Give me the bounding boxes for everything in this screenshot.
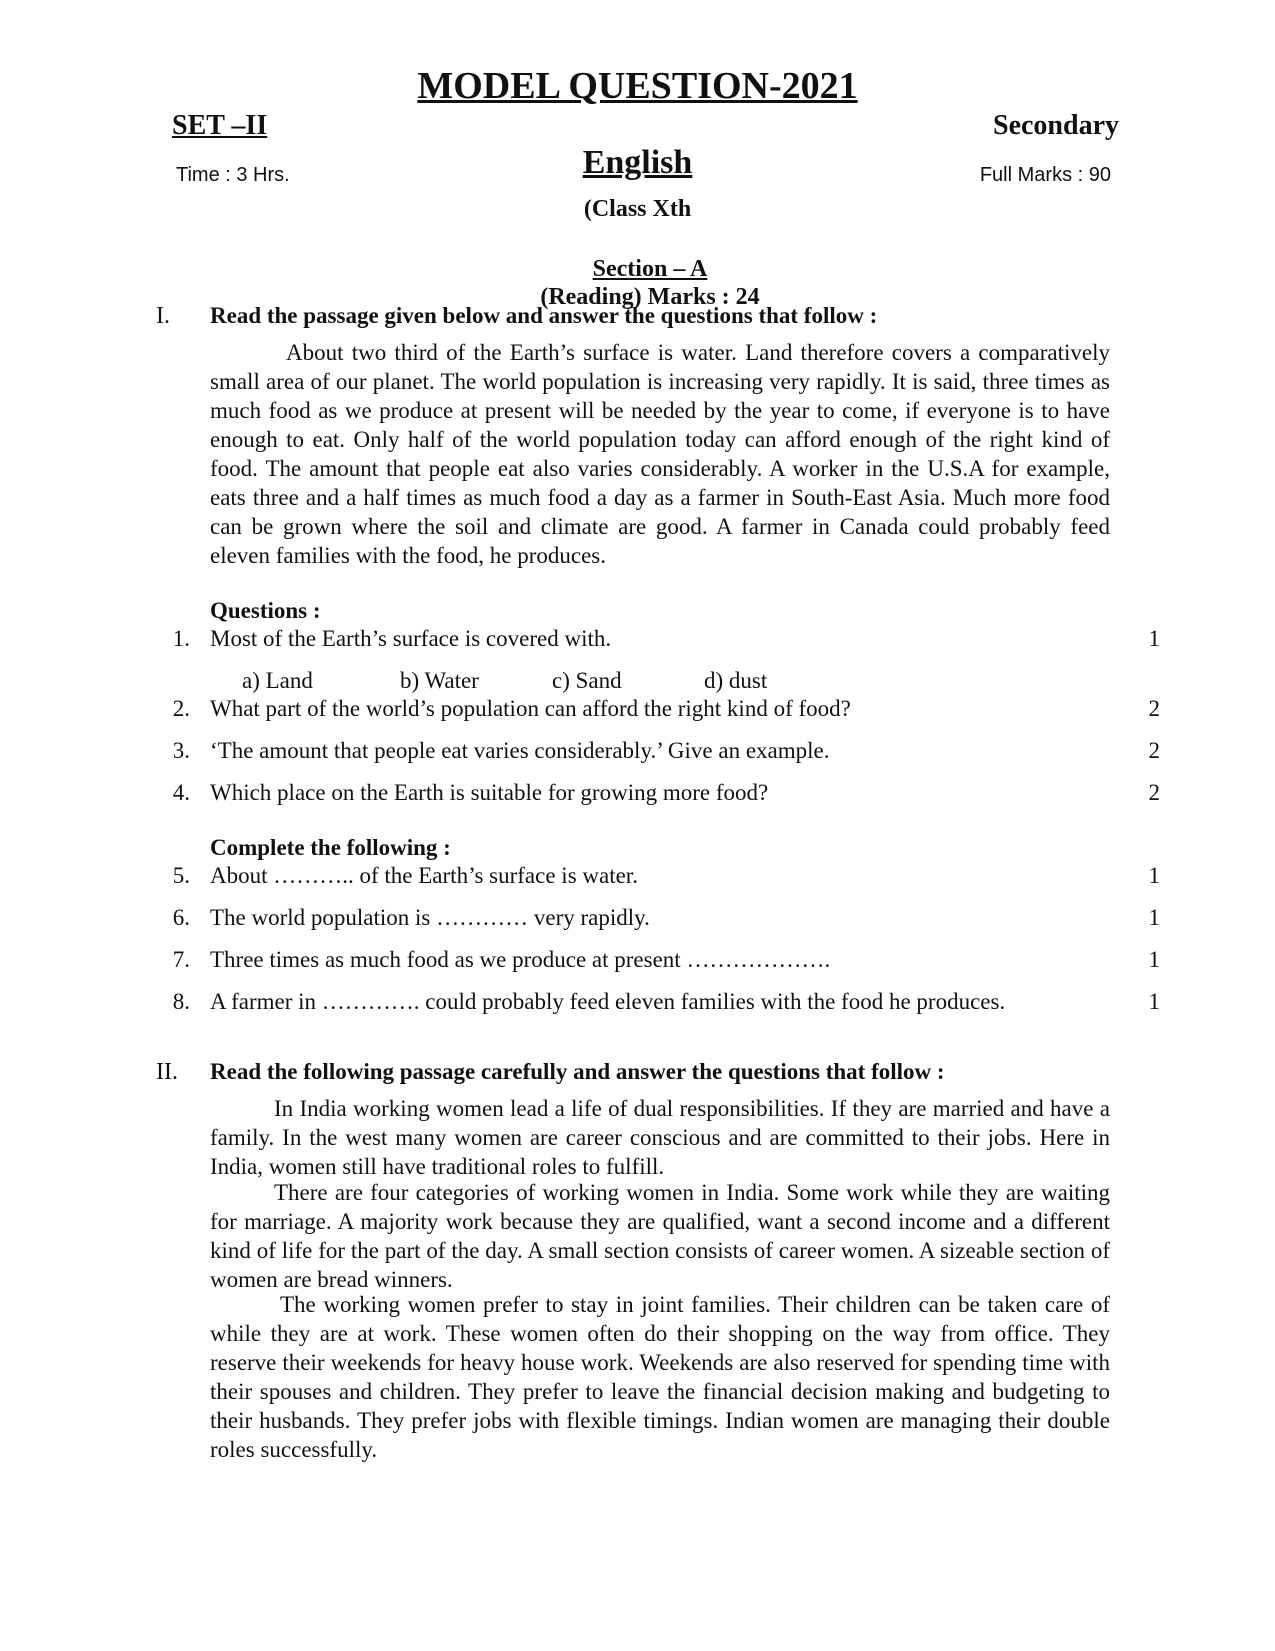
question-text: Which place on the Earth is suitable for growing more food? bbox=[210, 780, 769, 805]
passage: About two third of the Earth’s surface is water. Land therefore covers a comparatively small area of our planet. The world population is increasing very rapidly. It is said, three times as much food as we produce at present will be needed by the year to come, if everyone is to have enough to eat. Only half of the world population today can afford enough of the right kind of food. The amount that people eat also varies considerably. A worker in the U.S.A for example, eats three and a half times as much food a day as a farmer in South-East Asia. Much more food can be grown where the soil and climate are good. A farmer in Canada could probably feed eleven families with the food, he produces. bbox=[210, 340, 1110, 568]
set-label: SET –II bbox=[172, 110, 268, 141]
level-label: Secondary bbox=[993, 110, 1119, 141]
part-numeral: II. bbox=[156, 1059, 178, 1085]
option-b: b) Water bbox=[400, 668, 479, 693]
passage-paragraph: In India working women lead a life of dual responsibilities. If they are married and have a family. In the west many women are career conscious and are committed to their jobs. Here in India, women still have traditional roles to fulfill. bbox=[210, 1096, 1110, 1179]
part-instruction: Read the passage given below and answer the questions that follow : bbox=[210, 303, 878, 328]
passage-paragraph: There are four categories of working women in India. Some work while they are waiting for marriage. A majority work because they are qualified, want a second income and a different kind of life for the part of the day. A small section consists of career women. A sizeable section of women are bread winners. bbox=[210, 1180, 1110, 1292]
time-label: Time : 3 Hrs. bbox=[176, 164, 290, 186]
question-marks: 1 bbox=[1148, 905, 1160, 930]
question-marks: 2 bbox=[1148, 780, 1160, 805]
page-title: MODEL QUESTION-2021 bbox=[417, 65, 858, 107]
question-text: Most of the Earth’s surface is covered with. bbox=[210, 626, 612, 651]
option-d: d) dust bbox=[704, 668, 768, 693]
question-number: 3. bbox=[172, 738, 190, 763]
question-text: ‘The amount that people eat varies considerably.’ Give an example. bbox=[210, 738, 830, 763]
question-marks: 2 bbox=[1148, 696, 1160, 721]
question-marks: 1 bbox=[1148, 626, 1160, 651]
option-c: c) Sand bbox=[552, 668, 622, 693]
questions-heading: Questions : bbox=[210, 598, 321, 623]
question-text: About ……….. of the Earth’s surface is water. bbox=[210, 863, 638, 888]
question-text: A farmer in …………. could probably feed eleven families with the food he produces. bbox=[210, 989, 1006, 1014]
question-number: 1. bbox=[172, 626, 190, 651]
question-text: What part of the world’s population can afford the right kind of food? bbox=[210, 696, 851, 721]
question-marks: 1 bbox=[1148, 863, 1160, 888]
full-marks-label: Full Marks : 90 bbox=[979, 164, 1111, 186]
class-label: (Class Xth bbox=[583, 196, 692, 222]
question-text: The world population is ………… very rapidly. bbox=[210, 905, 650, 930]
question-number: 6. bbox=[172, 905, 190, 930]
complete-heading: Complete the following : bbox=[210, 835, 451, 860]
section-subtitle: (Reading) Marks : 24 bbox=[540, 284, 760, 310]
section-title: Section – A bbox=[592, 256, 708, 282]
question-text: Three times as much food as we produce at present ………………. bbox=[210, 947, 831, 972]
question-marks: 1 bbox=[1148, 947, 1160, 972]
question-number: 8. bbox=[172, 989, 190, 1014]
option-a: a) Land bbox=[242, 668, 313, 693]
question-marks: 1 bbox=[1148, 989, 1160, 1014]
question-marks: 2 bbox=[1148, 738, 1160, 763]
part-numeral: I. bbox=[156, 303, 170, 329]
passage-paragraph: The working women prefer to stay in joint families. Their children can be taken care of while they are at work. These women often do their shopping on the way from office. They reserve their weekends for heavy house work. Weekends are also reserved for spending time with their spouses and children. They prefer to leave the financial decision making and budgeting to their husbands. They prefer jobs with flexible timings. Indian women are managing their double roles successfully. bbox=[210, 1292, 1110, 1462]
subject-title: English bbox=[582, 144, 693, 181]
question-number: 5. bbox=[172, 863, 190, 888]
question-number: 7. bbox=[172, 947, 190, 972]
question-number: 2. bbox=[172, 696, 190, 721]
part-instruction: Read the following passage carefully and answer the questions that follow : bbox=[210, 1059, 945, 1084]
question-number: 4. bbox=[172, 780, 190, 805]
